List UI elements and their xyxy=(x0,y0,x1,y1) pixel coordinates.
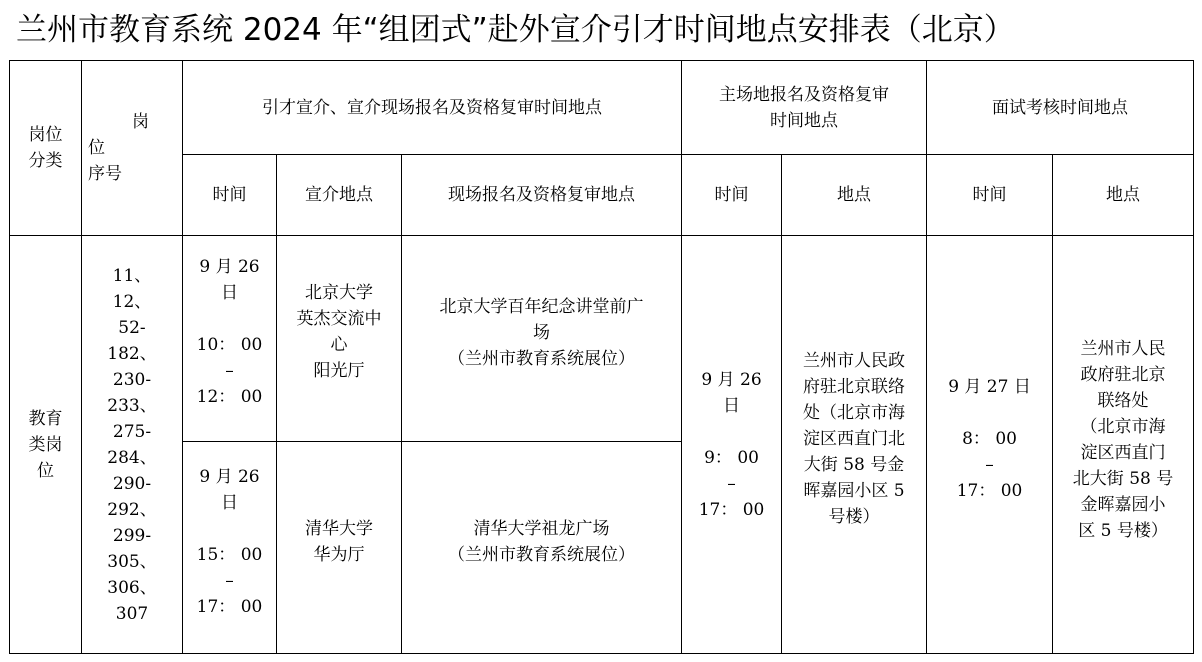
time-line: 日 xyxy=(221,283,238,303)
session2-review-place xyxy=(402,442,682,654)
time-line xyxy=(183,306,276,332)
interview-place-line: 区 5 号楼） xyxy=(1078,521,1168,541)
subheader-interview-time: 时间 xyxy=(927,155,1053,236)
interview-time-line: 9 月 27 日 xyxy=(948,377,1031,397)
subheader-main-place: 地点 xyxy=(782,155,927,236)
venue-line: 北京大学 xyxy=(305,283,373,303)
interview-place-line: 北大街 58 号 xyxy=(1072,469,1174,489)
time-line: – xyxy=(225,361,234,381)
main-place-line: 大街 58 号金 xyxy=(803,455,905,475)
header-category xyxy=(10,61,82,236)
header-group-interview: 面试考核时间地点 xyxy=(927,61,1194,155)
seq-line: 11、 xyxy=(112,265,152,286)
time-line: – xyxy=(225,571,234,591)
cell-seq-numbers xyxy=(82,236,183,654)
seq-line: 233、 xyxy=(107,395,157,416)
time-line xyxy=(183,516,276,542)
main-venue-place xyxy=(782,236,927,654)
header-seq-line: 位 xyxy=(88,138,105,158)
header-group-recruit: 引才宣介、宣介现场报名及资格复审时间地点 xyxy=(183,61,682,155)
main-time-line: 17： 00 xyxy=(698,499,765,520)
header-seq-line: 岗 xyxy=(132,112,149,132)
interview-time-line: – xyxy=(985,455,994,475)
category-line: 教育 xyxy=(28,408,63,429)
subheader-time: 时间 xyxy=(183,155,277,236)
subheader-interview-place: 地点 xyxy=(1053,155,1194,236)
page-title: 兰州市教育系统 2024 年“组团式”赴外宣介引才时间地点安排表（北京） xyxy=(16,12,1015,48)
main-place-line: 号楼） xyxy=(828,507,880,527)
subheader-venue: 宣介地点 xyxy=(277,155,402,236)
time-line: 17： 00 xyxy=(196,597,263,617)
time-line: 15： 00 xyxy=(196,545,263,565)
header-seq-line: 序号 xyxy=(88,164,122,184)
main-place-line: 兰州市人民政 xyxy=(803,351,906,371)
schedule-table xyxy=(9,60,1194,654)
session2-time xyxy=(183,442,277,654)
header-seq xyxy=(82,61,183,236)
header-group-main-venue xyxy=(682,61,927,155)
session2-venue xyxy=(277,442,402,654)
cell-category xyxy=(10,236,82,654)
seq-line: 290- xyxy=(112,473,152,494)
subheader-review-place: 现场报名及资格复审地点 xyxy=(402,155,682,236)
session1-time xyxy=(183,236,277,442)
main-time-line xyxy=(682,419,781,445)
main-place-line: 处（北京市海 xyxy=(803,403,906,423)
time-line: 日 xyxy=(221,493,238,513)
interview-time xyxy=(927,236,1053,654)
time-line: 10： 00 xyxy=(196,335,263,355)
seq-line: 275- xyxy=(112,421,152,442)
interview-place-line: （北京市海 xyxy=(1080,417,1166,437)
review-line: 场 xyxy=(533,323,551,343)
main-time-line: – xyxy=(727,473,736,494)
seq-line: 182、 xyxy=(107,343,157,364)
seq-line: 12、 xyxy=(112,291,152,312)
venue-line: 华为厅 xyxy=(313,545,365,565)
time-line: 12： 00 xyxy=(196,387,263,407)
header-category-line: 岗位 xyxy=(28,125,63,145)
interview-time-line: 17： 00 xyxy=(956,481,1023,501)
header-group-main-line: 时间地点 xyxy=(770,110,839,131)
main-time-line: 9： 00 xyxy=(704,447,759,468)
main-time-line: 9 月 26 xyxy=(701,369,762,390)
main-place-line: 淀区西直门北 xyxy=(803,429,906,449)
venue-line: 心 xyxy=(330,335,348,355)
seq-line: 307 xyxy=(115,603,149,624)
session1-review-place xyxy=(402,236,682,442)
interview-place-line: 联络处 xyxy=(1097,391,1149,411)
interview-place-line: 淀区西直门 xyxy=(1080,443,1166,463)
review-line: （兰州市教育系统展位） xyxy=(448,545,636,565)
main-venue-time xyxy=(682,236,782,654)
seq-line: 292、 xyxy=(107,499,157,520)
venue-line: 英杰交流中 xyxy=(296,309,382,329)
interview-place-line: 金晖嘉园小 xyxy=(1080,495,1166,515)
subheader-main-time: 时间 xyxy=(682,155,782,236)
header-category-line: 分类 xyxy=(28,151,63,171)
seq-line: 299- xyxy=(112,525,152,546)
session1-venue xyxy=(277,236,402,442)
interview-place-line: 政府驻北京 xyxy=(1080,365,1166,385)
interview-time-line xyxy=(927,400,1052,426)
time-line: 9 月 26 xyxy=(199,257,260,277)
main-place-line: 晖嘉园小区 5 xyxy=(803,481,905,501)
interview-place xyxy=(1053,236,1194,654)
interview-place-line: 兰州市人民 xyxy=(1080,339,1166,359)
seq-line: 52- xyxy=(118,317,146,338)
venue-line: 清华大学 xyxy=(305,519,373,539)
header-group-main-line: 主场地报名及资格复审 xyxy=(719,84,890,105)
venue-line: 阳光厅 xyxy=(313,361,365,381)
category-line: 位 xyxy=(37,460,54,481)
review-line: （兰州市教育系统展位） xyxy=(448,349,636,369)
interview-time-line: 8： 00 xyxy=(962,429,1017,449)
seq-line: 305、 xyxy=(107,551,157,572)
main-place-line: 府驻北京联络 xyxy=(803,377,906,397)
seq-line: 284、 xyxy=(107,447,157,468)
time-line: 9 月 26 xyxy=(199,467,260,487)
review-line: 清华大学祖龙广场 xyxy=(473,519,610,539)
seq-line: 306、 xyxy=(107,577,157,598)
main-time-line: 日 xyxy=(723,395,741,416)
seq-line: 230- xyxy=(112,369,152,390)
category-line: 类岗 xyxy=(28,434,63,455)
review-line: 北京大学百年纪念讲堂前广 xyxy=(439,297,644,317)
